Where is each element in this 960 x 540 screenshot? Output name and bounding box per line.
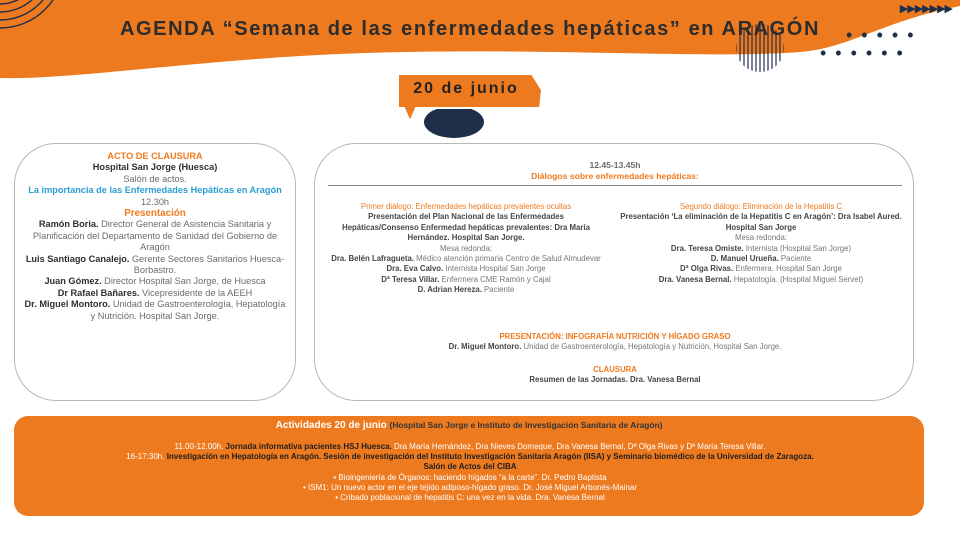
dialogues-header — [330, 160, 900, 182]
second-dialogue — [620, 202, 902, 285]
activities-title: Actividades 20 de junio — [275, 420, 387, 431]
activities-list — [20, 442, 920, 503]
page-title: AGENDA “Semana de las enfermedades hepáticas” en ARAGÓN — [119, 18, 821, 40]
date-label: 20 de junio — [413, 80, 519, 97]
infographic-heading: PRESENTACIÓN: INFOGRAFÍA NUTRICIÓN Y HÍGADO GRASO — [499, 332, 731, 341]
activity-bullet: • Bioingeniería de Órganos: haciendo hígados “a la carte”. Dr. Pedro Baptista — [333, 472, 607, 482]
activity-bullet: • ISM1: Un nuevo actor en el eje tejido adiposo-hígado graso. Dr. José Miguel Arbonés-Mainar — [302, 482, 638, 492]
presentation-heading: Presentación — [124, 208, 186, 220]
second-dialogue-intro: Presentación ‘La eliminación de la Hepatitis C en Aragón’: Dra Isabel Aured. Hospital San Jorge — [620, 212, 902, 232]
dots-decoration: •••••• — [820, 43, 912, 63]
speaker: Juan Gómez. Director Hospital San Jorge, de Huesca — [44, 276, 266, 287]
speaker: Luis Santiago Canalejo. Gerente Sectores Sanitarios Huesca-Borbastro. — [25, 253, 285, 276]
infographic-speaker: Dr. Miguel Montoro. Unidad de Gastroenterología, Hepatología y Nutrición, Hospital San Jorge. — [448, 342, 782, 352]
panelist: Dra. Vanesa Bernal. Hepatología. (Hospital Miguel Servet) — [658, 274, 864, 284]
infographic-section — [330, 332, 900, 386]
panelist: Dra. Teresa Omiste. Internista (Hospital San Jorge) — [670, 243, 852, 253]
activity-venue: Salón de Actos del CIBA — [423, 462, 517, 472]
closing-heading: CLAUSURA — [593, 364, 637, 374]
speaker: Dr Rafael Bañares. Vicepresidente de la AEEH — [57, 287, 253, 298]
panelist: Dª Teresa Villar. Enfermera CME Ramón y Cajal — [381, 274, 551, 284]
first-dialogue — [330, 202, 602, 296]
activity-row: 16-17:30h. Investigación en Hepatología en Aragón. Sesión de investigación del Instituto Investigación Sanitaria Aragón (IISA) y Seminario biomédico de la Universidad de Zaragoza. — [126, 452, 814, 462]
closing-text: Resumen de las Jornadas. Dra. Vanesa Bernal — [529, 375, 701, 385]
activities-title-row — [14, 419, 924, 432]
round-table-label: Mesa redonda: — [439, 243, 492, 253]
second-dialogue-heading: Segundo diálogo: Eliminación de la Hepatitis C — [679, 202, 843, 211]
dialogues-title: Diálogos sobre enfermedades hepáticas: — [531, 171, 699, 181]
closing-act-heading: ACTO DE CLAUSURA — [107, 151, 203, 161]
speaker: Ramón Boria. Director General de Asistencia Sanitaria y Planificación del Departamento de Sanidad del Gobierno de Aragón — [32, 219, 278, 253]
first-dialogue-heading: Primer diálogo: Enfermedades hepáticas prevalentes ocultas — [360, 202, 572, 211]
round-table-label: Mesa redonda: — [734, 233, 787, 243]
room: Salón de actos. — [123, 173, 187, 184]
arrows-decoration: ▶▶▶▶▶▶▶ — [899, 3, 952, 15]
talk-title: La importancia de las Enfermedades Hepáticas en Aragón — [28, 185, 282, 196]
panelist: D. Adrian Hereza. Paciente — [417, 285, 515, 295]
speaker: Dr. Miguel Montoro. Unidad de Gastroenterología, Hepatología y Nutrición. Hospital San Jorge. — [24, 299, 286, 321]
panelist: D. Manuel Urueña. Paciente — [710, 254, 812, 264]
dots-decoration: ••••• — [846, 25, 923, 45]
panelist: Dª Olga Rivas. Enfermera. Hospital San Jorge — [680, 264, 842, 274]
venue: Hospital San Jorge (Huesca) — [92, 162, 218, 173]
activity-row: 11.00-12.00h. Jornada informativa pacientes HSJ Huesca. Dra María Hernández, Dra Nieves Domeque, Dra Vanesa Bernal, Dª Olga Rivas y Dª María Teresa Villar. — [174, 442, 766, 451]
activities-subtitle: (Hospital San Jorge e Instituto de Investigación Sanitaria de Aragón) — [389, 420, 663, 430]
dialogues-time: 12.45-13.45h — [589, 160, 641, 170]
first-dialogue-intro: Presentación del Plan Nacional de las Enfermedades Hepáticas/Consenso Enfermedad hepáticas prevalentes: Dra María Hernández. Hospital San Jorge. — [342, 212, 590, 243]
talk-time: 12.30h — [140, 196, 170, 207]
panelist: Dra. Eva Calvo. Internista Hospital San Jorge — [386, 264, 546, 274]
activity-bullet: • Cribado poblacional de hepatitis C: una vez en la vida. Dra. Vanesa Bernal — [335, 493, 605, 503]
divider — [328, 185, 902, 186]
panelist: Dra. Belén Lafragueta. Médico atención primaria Centro de Salud Almudevar — [331, 254, 601, 264]
closing-act-content — [22, 151, 288, 322]
